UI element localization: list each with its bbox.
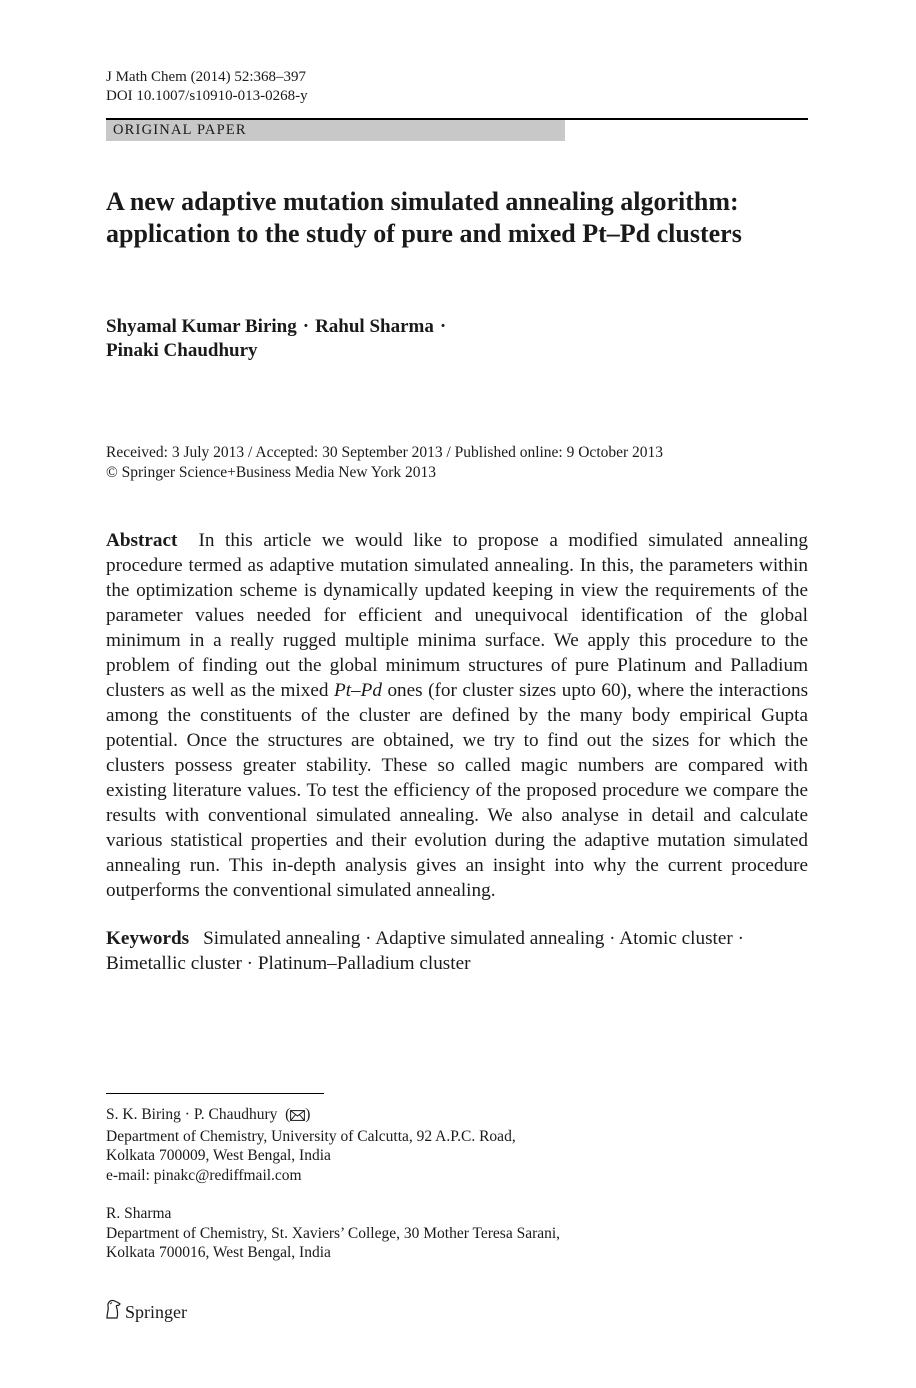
affiliation-address: Kolkata 700009, West Bengal, India bbox=[106, 1147, 331, 1165]
article-title: A new adaptive mutation simulated annealing algorithm: application to the study of pure and mixed Pt–Pd clusters bbox=[106, 187, 742, 248]
contact-email: e-mail: pinakc@rediffmail.com bbox=[106, 1167, 302, 1185]
doi: DOI 10.1007/s10910-013-0268-y bbox=[106, 88, 308, 104]
section-label: ORIGINAL PAPER bbox=[106, 120, 565, 141]
abstract-italic-term: Pt–Pd bbox=[333, 680, 382, 701]
abstract-text: In this article we would like to propose a modified simulated annealing procedure termed as adaptive mutation simulated annealing. In this, the parameters within the optimization scheme is dynamically updated keeping in view the requirements of the parameter values needed for efficient and unequivocal identification of the global minimum in a really rugged multiple minima surface. We apply this procedure to the problem of finding out the global minimum structures of pure Platinum and Palladium clusters as well as the mixed bbox=[106, 530, 809, 701]
affiliation-address: Department of Chemistry, University of Calcutta, 92 A.P.C. Road, bbox=[106, 1127, 516, 1145]
keywords-label: Keywords bbox=[106, 928, 190, 949]
abstract-label: Abstract bbox=[106, 530, 178, 551]
affiliation-address: Kolkata 700016, West Bengal, India bbox=[106, 1244, 331, 1262]
affiliation-authors: R. Sharma bbox=[106, 1205, 172, 1222]
springer-horse-icon bbox=[104, 1298, 125, 1326]
author-separator: · bbox=[439, 316, 447, 337]
keywords bbox=[106, 926, 808, 976]
envelope-icon bbox=[290, 1107, 305, 1127]
affiliation-1: S. K. Biring · P. Chaudhury ( ) Department of Chemistry, University of Calcutta, 92 A.P.C. Road, Kolkata 700009, West Bengal, India e-mail: pinakc@rediffmail.com bbox=[106, 1106, 516, 1185]
publisher-logo bbox=[104, 1298, 187, 1326]
affiliation-authors: S. K. Biring · P. Chaudhury bbox=[106, 1106, 278, 1123]
author-name: Shyamal Kumar Biring bbox=[106, 316, 297, 337]
received-accepted-published: Received: 3 July 2013 / Accepted: 30 September 2013 / Published online: 9 October 2013 bbox=[106, 444, 664, 461]
publisher-name: Springer bbox=[125, 1302, 187, 1322]
affiliation-2 bbox=[106, 1204, 560, 1263]
abstract bbox=[106, 528, 808, 903]
journal-info bbox=[106, 68, 308, 106]
journal-citation: J Math Chem (2014) 52:368–397 bbox=[106, 69, 306, 85]
author-name: Rahul Sharma bbox=[315, 316, 434, 337]
publication-history bbox=[106, 443, 808, 483]
footnote-rule bbox=[106, 1093, 324, 1094]
author-list bbox=[106, 315, 452, 363]
affiliation-address: Department of Chemistry, St. Xaviers’ College, 30 Mother Teresa Sarani, bbox=[106, 1224, 561, 1242]
copyright-notice: © Springer Science+Business Media New York 2013 bbox=[106, 464, 437, 481]
abstract-text: ones (for cluster sizes upto 60), where the interactions among the constituents of the cluster are defined by the many body empirical Gupta potential. Once the structures are obtained, we try to find out the sizes for which the clusters possess greater stability. These so called magic numbers are compared with existing literature values. To test the efficiency of the proposed procedure we compare the results with conventional simulated annealing. We also analyse in detail and calculate various statistical properties and their evolution during the adaptive mutation simulated annealing run. This in-depth analysis gives an insight into why the current procedure outperforms the conventional simulated annealing. bbox=[106, 680, 809, 901]
keywords-text: Simulated annealing · Adaptive simulated annealing · Atomic cluster · Bimetallic cluster · Platinum–Palladium cluster bbox=[106, 928, 744, 974]
author-separator: · bbox=[302, 316, 310, 337]
author-name: Pinaki Chaudhury bbox=[106, 340, 258, 361]
